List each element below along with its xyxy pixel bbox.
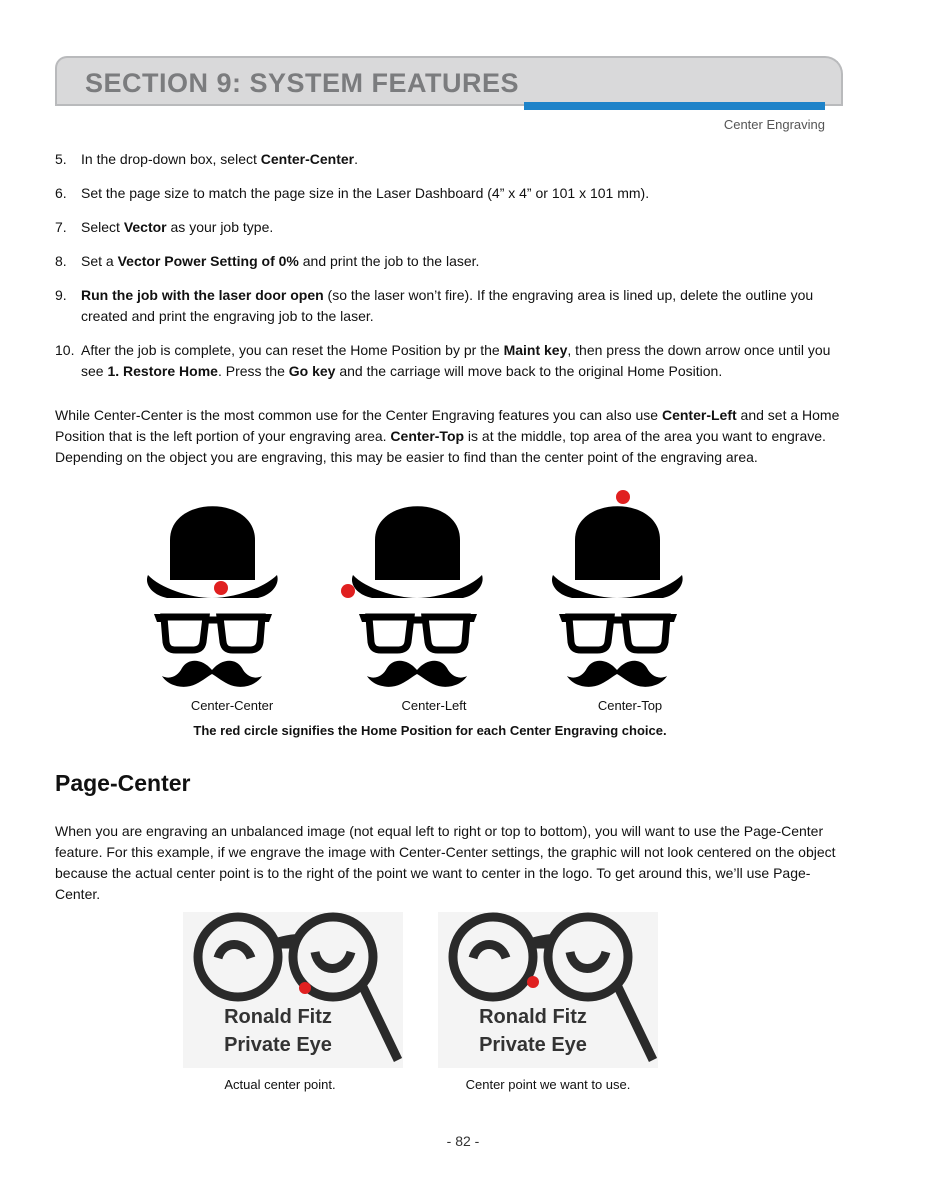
bold-text: Center-Top bbox=[390, 428, 465, 444]
step-number: 10. bbox=[55, 342, 75, 358]
bold-text: Center-Left bbox=[661, 407, 737, 423]
step-item bbox=[55, 340, 845, 382]
logo-line-2: Private Eye bbox=[224, 1034, 332, 1056]
section-title: SECTION 9: SYSTEM FEATURES bbox=[85, 68, 520, 98]
bold-text: Go key bbox=[288, 363, 336, 379]
figure-label-center-left: Center-Left bbox=[401, 698, 467, 713]
figure-label-center-top: Center-Top bbox=[597, 698, 663, 713]
step-item bbox=[55, 251, 845, 272]
center-engraving-paragraph bbox=[55, 405, 845, 468]
bold-text: Maint key bbox=[503, 342, 568, 358]
bold-text: Vector bbox=[123, 219, 167, 235]
text-run: . bbox=[354, 151, 359, 167]
bold-text: 1. Restore Home bbox=[107, 363, 218, 379]
bold-text: Run the job with the laser door open bbox=[81, 287, 324, 303]
text-run: In the drop-down box, select bbox=[81, 151, 261, 167]
logo-caption-actual: Actual center point. bbox=[224, 1077, 336, 1092]
home-position-marker bbox=[616, 490, 630, 504]
figure-caption: The red circle signifies the Home Position for each Center Engraving choice. bbox=[193, 723, 667, 738]
text-run: , then press the down arrow once until you see bbox=[81, 342, 831, 379]
center-point-marker bbox=[299, 982, 311, 994]
text-run: Select bbox=[81, 219, 124, 235]
step-number: 5. bbox=[55, 151, 67, 167]
text-run: and set a Home Position that is the left portion of your engraving area. bbox=[55, 407, 840, 444]
step-item bbox=[55, 217, 845, 238]
home-position-marker bbox=[341, 584, 355, 598]
text-run: is at the middle, top area of the area you want to engrave. Depending on the object you are engraving, this may be easier to find than the center point of the engraving area. bbox=[55, 428, 826, 465]
text-run: . Press the bbox=[217, 363, 289, 379]
logo-caption-desired: Center point we want to use. bbox=[465, 1077, 631, 1092]
logo-text-right bbox=[438, 1003, 628, 1059]
figure-label-center-center: Center-Center bbox=[190, 698, 274, 713]
page-center-heading: Page-Center bbox=[55, 770, 191, 796]
text-run: Set the page size to match the page size in the Laser Dashboard (4” x 4” or 101 x 101 mm). bbox=[81, 185, 650, 201]
text-run: and print the job to the laser. bbox=[298, 253, 480, 269]
header-accent-bar bbox=[524, 102, 825, 110]
subsection-label: Center Engraving bbox=[723, 117, 825, 132]
step-number: 9. bbox=[55, 287, 67, 303]
text-run: While Center-Center is the most common use for the Center Engraving features you can also use bbox=[55, 407, 662, 423]
home-position-marker bbox=[214, 581, 228, 595]
logo-line-1: Ronald Fitz bbox=[224, 1006, 332, 1028]
step-number: 6. bbox=[55, 185, 67, 201]
step-number: 7. bbox=[55, 219, 67, 235]
center-point-marker bbox=[527, 976, 539, 988]
logo-line-2: Private Eye bbox=[479, 1034, 587, 1056]
step-item bbox=[55, 285, 845, 327]
section-header-tab bbox=[55, 56, 843, 106]
text-run: and the carriage will move back to the original Home Position. bbox=[335, 363, 723, 379]
text-run: as your job type. bbox=[166, 219, 274, 235]
bold-text: Vector Power Setting of 0% bbox=[117, 253, 299, 269]
text-run: After the job is complete, you can reset the Home Position by pr the bbox=[81, 342, 504, 358]
text-run: Set a bbox=[81, 253, 118, 269]
step-item bbox=[55, 149, 845, 170]
hat-figure-center-top bbox=[552, 490, 683, 687]
text-run: (so the laser won’t fire). If the engraving area is lined up, delete the outline you created and print the engraving job to the laser. bbox=[81, 287, 814, 324]
page-number: - 82 - bbox=[446, 1133, 480, 1149]
logo-line-1: Ronald Fitz bbox=[479, 1006, 587, 1028]
hat-figure-center-left bbox=[341, 506, 483, 687]
logo-text-left bbox=[183, 1003, 373, 1059]
steps-list-container bbox=[55, 149, 845, 395]
hat-figure-center-center bbox=[147, 506, 278, 687]
center-engraving-figure bbox=[140, 480, 710, 695]
step-item bbox=[55, 183, 845, 204]
bold-text: Center-Center bbox=[260, 151, 355, 167]
steps-list bbox=[55, 149, 845, 382]
page-center-paragraph: When you are engraving an unbalanced image (not equal left to right or top to bottom), you will want to use the Page-Center feature. For this example, if we engrave the image with Center-Center settings, the graphic will not look centered on the object because the actual center point is to the right of the point we want to center in the logo. To get around this, we’ll use Page-Center. bbox=[55, 823, 836, 902]
step-number: 8. bbox=[55, 253, 67, 269]
